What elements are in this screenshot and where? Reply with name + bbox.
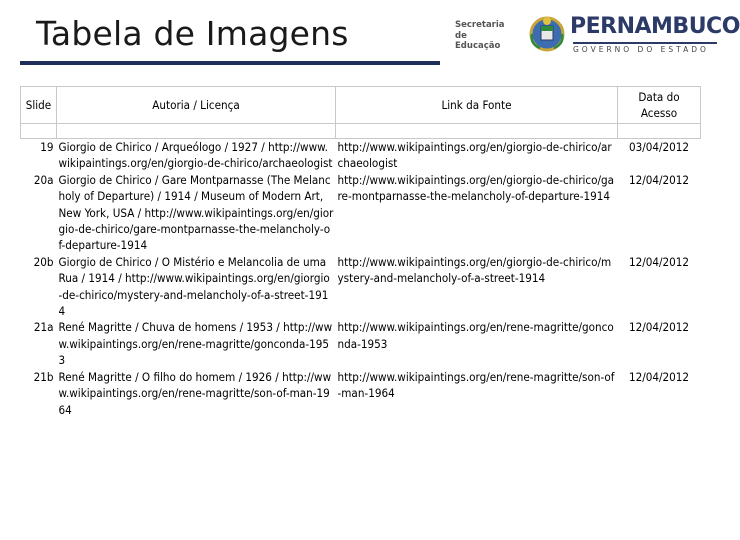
col-header-author: Autoria / Licença	[57, 87, 336, 124]
source-link[interactable]: http://www.wikipaintings.org/en/rene-magritte/gonconda-1953	[337, 320, 614, 351]
access-date: 12/04/2012	[628, 320, 690, 335]
access-date: 12/04/2012	[628, 254, 690, 269]
table-row	[21, 172, 701, 254]
col-header-date: Data do Acesso	[618, 87, 701, 124]
slide-number: 20b	[33, 254, 54, 269]
logo-dept-line1: Secretaria de	[455, 20, 505, 41]
table-row	[21, 139, 701, 172]
slide-number: 21a	[33, 320, 54, 335]
spacer-cell	[21, 124, 57, 139]
slide-number: 19	[40, 140, 54, 154]
title-underline	[20, 61, 440, 65]
page-title: Tabela de Imagens	[36, 14, 349, 53]
access-date: 12/04/2012	[628, 369, 690, 384]
table-row	[21, 254, 701, 320]
images-table	[20, 86, 701, 418]
slide-number: 21b	[33, 369, 54, 384]
table-row	[21, 369, 701, 418]
logo-state-name: PERNAMBUCO	[570, 14, 740, 39]
access-date: 03/04/2012	[628, 140, 690, 154]
state-seal-icon	[526, 12, 568, 54]
access-date: 12/04/2012	[628, 172, 690, 187]
logo-department	[455, 20, 517, 52]
slide-header	[0, 0, 740, 67]
author-license: Giorgio de Chirico / Arqueólogo / 1927 / http://www.wikipaintings.org/en/giorgio-de-chirico/archaeologist	[58, 140, 333, 171]
logo-government-label: GOVERNO DO ESTADO	[573, 42, 717, 54]
table-row	[21, 319, 701, 368]
table-header-row	[21, 87, 701, 124]
source-link[interactable]: http://www.wikipaintings.org/en/giorgio-de-chirico/archaeologist	[337, 140, 612, 171]
col-header-link: Link da Fonte	[336, 87, 618, 124]
spacer-cell	[618, 124, 701, 139]
author-license: Giorgio de Chirico / Gare Montparnasse (The Melancholy of Departure) / 1914 / Museum of Modern Art, New York, USA / http://www.wikipaintings.org/en/giorgio-de-chirico/gare-montparnasse-the-melancholy-of-departure-1914	[58, 172, 334, 253]
spacer-cell	[57, 124, 336, 139]
author-license: René Magritte / O filho do homem / 1926 / http://www.wikipaintings.org/en/rene-magritte/son-of-man-1964	[58, 369, 332, 417]
col-header-slide: Slide	[21, 87, 57, 124]
logo-dept-line2: Educação	[455, 41, 501, 51]
author-license: Giorgio de Chirico / O Mistério e Melancolia de uma Rua / 1914 / http://www.wikipaintings.org/en/giorgio-de-chirico/mystery-and-melancholy-of-a-street-1914	[58, 254, 330, 319]
spacer-cell	[336, 124, 618, 139]
author-license: René Magritte / Chuva de homens / 1953 / http://www.wikipaintings.org/en/rene-magritte/gonconda-1953	[58, 320, 333, 368]
table-spacer-row	[21, 124, 701, 139]
source-link[interactable]: http://www.wikipaintings.org/en/rene-magritte/son-of-man-1964	[337, 369, 615, 401]
slide-number: 20a	[33, 172, 54, 187]
source-link[interactable]: http://www.wikipaintings.org/en/giorgio-de-chirico/gare-montparnasse-the-melancholy-of-departure-1914	[337, 172, 615, 204]
source-link[interactable]: http://www.wikipaintings.org/en/giorgio-de-chirico/mystery-and-melancholy-of-a-street-1914	[337, 254, 612, 286]
